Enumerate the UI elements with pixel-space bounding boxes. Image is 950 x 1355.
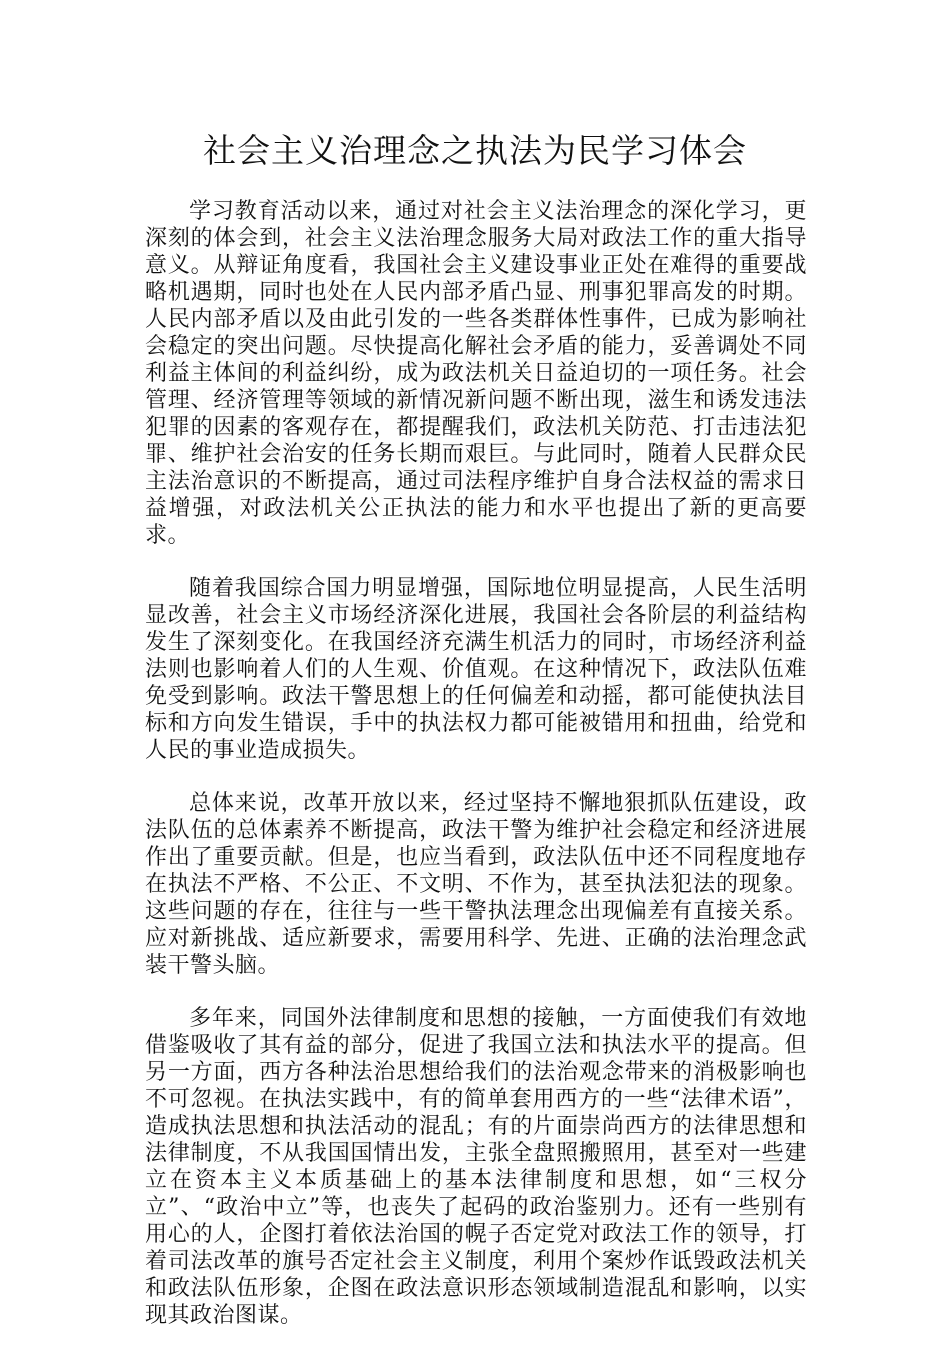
paragraph-4: 多年来，同国外法律制度和思想的接触，一方面使我们有效地借鉴吸收了其有益的部分，促进了我国立法和执法水平的提高。但另一方面，西方各种法治思想给我们的法治观念带来的消极影响也不可忽视。在执法实践中，有的简单套用西方的一些“法律术语”，造成执法思想和执法活动的混乱；有的片面崇尚西方的法律思想和法律制度，不从我国国情出发，主张全盘照搬照用，甚至对一些建立在资本主义本质基础上的基本法律制度和思想，如“三权分立”、“政治中立”等，也丧失了起码的政治鉴别力。还有一些别有用心的人，企图打着依法治国的幌子否定党对政法工作的领导，打着司法改革的旗号否定社会主义制度，利用个案炒作诋毁政法机关和政法队伍形象，企图在政法意识形态领域制造混乱和影响，以实现其政治图谋。 <box>145 1006 807 1328</box>
document-body <box>145 198 807 1355</box>
document-title: 社会主义治理念之执法为民学习体会 <box>203 131 747 170</box>
paragraph-2: 随着我国综合国力明显增强，国际地位明显提高，人民生活明显改善，社会主义市场经济深化进展，我国社会各阶层的利益结构发生了深刻变化。在我国经济充满生机活力的同时，市场经济利益法则也影响着人们的人生观、价值观。在这种情况下，政法队伍难免受到影响。政法干警思想上的任何偏差和动摇，都可能使执法目标和方向发生错误，手中的执法权力都可能被错用和扭曲，给党和人民的事业造成损失。 <box>145 576 807 763</box>
paragraph-3: 总体来说，改革开放以来，经过坚持不懈地狠抓队伍建设，政法队伍的总体素养不断提高，政法干警为维护社会稳定和经济进展作出了重要贡献。但是，也应当看到，政法队伍中还不同程度地存在执法不严格、不公正、不文明、不作为，甚至执法犯法的现象。这些问题的存在，往往与一些干警执法理念出现偏差有直接关系。应对新挑战、适应新要求，需要用科学、先进、正确的法治理念武装干警头脑。 <box>145 791 807 978</box>
paragraph-1: 学习教育活动以来，通过对社会主义法治理念的深化学习，更深刻的体会到，社会主义法治理念服务大局对政法工作的重大指导意义。从辩证角度看，我国社会主义建设事业正处在难得的重要战略机遇期，同时也处在人民内部矛盾凸显、刑事犯罪高发的时期。人民内部矛盾以及由此引发的一些各类群体性事件，已成为影响社会稳定的突出问题。尽快提高化解社会矛盾的能力，妥善调处不同利益主体间的利益纠纷，成为政法机关日益迫切的一项任务。社会管理、经济管理等领域的新情况新问题不断出现，滋生和诱发违法犯罪的因素的客观存在，都提醒我们，政法机关防范、打击违法犯罪、维护社会治安的任务长期而艰巨。与此同时，随着人民群众民主法治意识的不断提高，通过司法程序维护自身合法权益的需求日益增强，对政法机关公正执法的能力和水平也提出了新的更高要求。 <box>145 199 807 548</box>
